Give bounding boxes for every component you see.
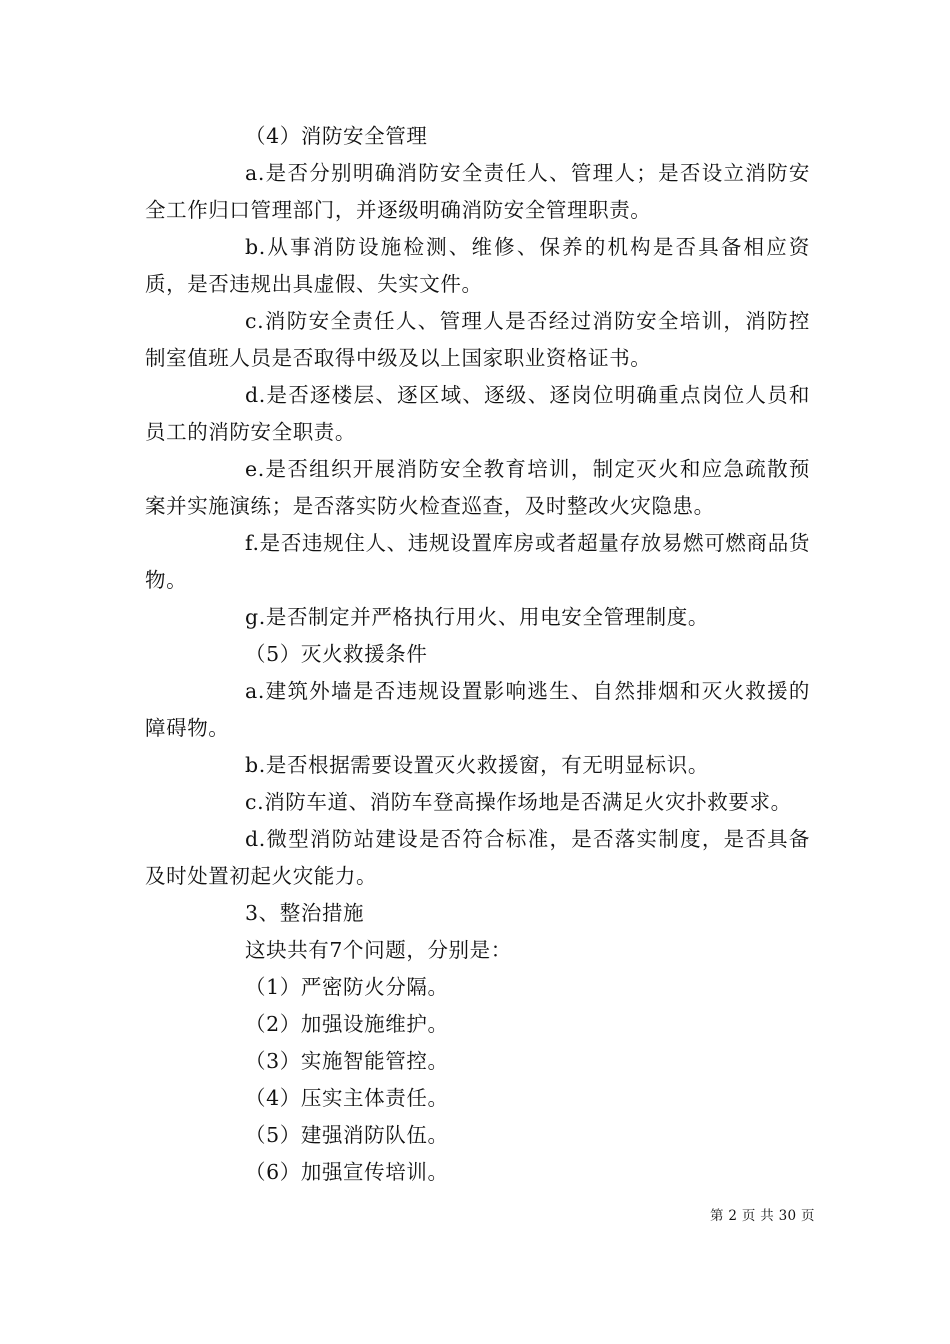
list-item: （6）加强宣传培训。 [245,1160,449,1184]
list-item: （1）严密防火分隔。 [245,975,449,999]
page-number: 第 2 页 共 30 页 [710,1208,815,1224]
list-item: （2）加强设施维护。 [245,1012,449,1036]
paragraph: e.是否组织开展消防安全教育培训，制定灭火和应急疏散预案并实施演练；是否落实防火检查巡查，及时整改火灾隐患。 [145,457,810,518]
paragraph: g.是否制定并严格执行用火、用电安全管理制度。 [245,605,709,629]
section-heading-measures: 3、整治措施 [245,901,365,925]
paragraph: d.微型消防站建设是否符合标准，是否落实制度，是否具备及时处置初起火灾能力。 [145,827,810,888]
section-heading-rescue-conditions: （5）灭火救援条件 [245,642,428,666]
paragraph: a.是否分别明确消防安全责任人、管理人；是否设立消防安全工作归口管理部门，并逐级明确消防安全管理职责。 [145,161,810,222]
paragraph: c.消防车道、消防车登高操作场地是否满足火灾扑救要求。 [245,790,792,814]
paragraph: f.是否违规住人、违规设置库房或者超量存放易燃可燃商品货物。 [145,531,810,592]
paragraph: c.消防安全责任人、管理人是否经过消防安全培训，消防控制室值班人员是否取得中级及以上国家职业资格证书。 [145,309,810,370]
paragraph: d.是否逐楼层、逐区域、逐级、逐岗位明确重点岗位人员和员工的消防安全职责。 [145,383,810,444]
paragraph: b.是否根据需要设置灭火救援窗，有无明显标识。 [245,753,709,777]
list-item: （5）建强消防队伍。 [245,1123,449,1147]
paragraph: b.从事消防设施检测、维修、保养的机构是否具备相应资质，是否违规出具虚假、失实文件。 [145,235,810,296]
section-heading-fire-safety-management: （4）消防安全管理 [245,124,428,148]
list-item: （4）压实主体责任。 [245,1086,449,1110]
page-body [145,118,810,1191]
list-item: （3）实施智能管控。 [245,1049,449,1073]
paragraph: 这块共有7个问题，分别是： [245,938,512,962]
paragraph: a.建筑外墙是否违规设置影响逃生、自然排烟和灭火救援的障碍物。 [145,679,810,740]
